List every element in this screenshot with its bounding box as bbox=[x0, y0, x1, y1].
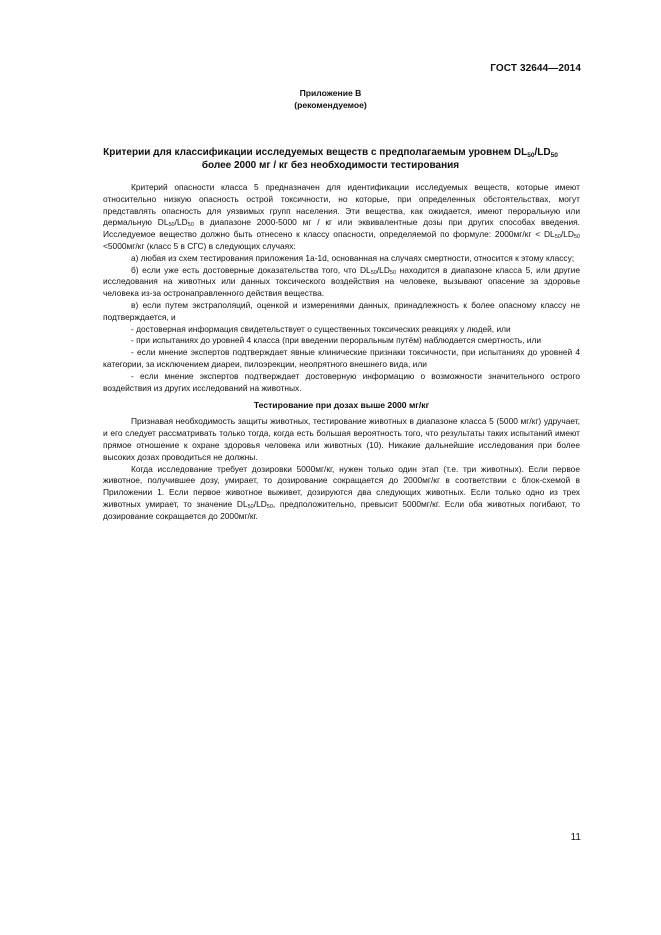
standard-code: ГОСТ 32644—2014 bbox=[490, 63, 581, 74]
body-text bbox=[103, 182, 580, 523]
document-title bbox=[50, 146, 611, 172]
bullet-item: - если мнение экспертов подтверждает явные клинические признаки токсичности, при испытаниях до уровней 4 категории, за исключением диареи, пилоэрекции, неопрятного внешнего вида, или bbox=[103, 347, 580, 369]
list-item-a: а) любая из схем тестирования приложения 1а-1d, основанная на случаях смертности, относится к этому классу; bbox=[131, 252, 575, 263]
appendix-title: Приложение В bbox=[299, 88, 362, 98]
appendix-status: (рекомендуемое) bbox=[294, 100, 367, 110]
section-heading: Тестирование при дозах выше 2000 мг/кг bbox=[253, 400, 430, 411]
list-item-b: б) если уже есть достоверные доказательства того, что $DL_{50}/LD_{50}$ находится в диапазоне класса 5, или другие исследования на животных или данных токсического воздействия на человеке, вызывают опасение за здоровье человека из-за остронаправленного действия вещества. bbox=[103, 264, 580, 299]
section-paragraph-2: Когда исследование требует дозировки 5000мг/кг, нужен только один этап (т.е. три животных). Если первое животное, получившее дозу, умирает, то дозирование сокращается до 2000мг/кг в соответствии с блок-схемой в Приложении 1. Если первое животное выживет, дозируются два следующих животных. Если только одно из трех животных умирает, то значение $DL_{50}/LD_{50}$, предположительно, превысит 5000мг/кг. Если оба животных погибают, то дозирование сокращается до 2000мг/кг. bbox=[103, 463, 580, 521]
section-paragraph-1: Признавая необходимость защиты животных, тестирование животных в диапазоне класса 5 (5000 мг/кг) удручает, и его следует рассматривать только тогда, когда есть большая вероятность того, что результаты таких испытаний имеют прямое отношение к охране здоровья человека или животных (10). Никакие дальнейшие исследования при более высоких дозах проводиться не должны. bbox=[103, 416, 580, 462]
bullet-item: - если мнение экспертов подтверждает достоверную информацию о возможности значительного острого воздействия из других исследований на животных. bbox=[103, 370, 580, 393]
appendix-header bbox=[0, 87, 661, 111]
bullet-item: - при испытаниях до уровней 4 класса (при введении пероральным путём) наблюдается смертность, или bbox=[131, 335, 542, 346]
page-number: 11 bbox=[570, 832, 581, 843]
document-title-line-2: более 2000 мг / кг без необходимости тестирования bbox=[201, 160, 460, 171]
list-item-c: в) если путем экстраполяций, оценкой и измерениями данных, принадлежность к более опасному классу не подтверждается, и bbox=[103, 299, 580, 322]
intro-paragraph: Критерий опасности класса 5 предназначен для идентификации исследуемых веществ, которые имеют относительно низкую опасность острой токсичности, но которые, при определенных обстоятельствах, могут представлять опасность для уязвимых групп населения. Эти вещества, как ожидается, имеют пероральную или дермальную $DL_{50}/LD_{50}$ в диапазоне 2000-5000 мг / кг или эквивалентные дозы при других способах введения. Исследуемое вещество должно быть отнесено к классу опасности, определяемой по формуле: $2000мг/кг < DL_{50}/LD_{50} <5000мг/кг$ (класс 5 в СГС) в следующих случаях: bbox=[103, 182, 580, 251]
bullet-item: - достоверная информация свидетельствует о существенных токсических реакциях у людей, или bbox=[131, 323, 511, 334]
document-title-line-1: Критерии для классификации исследуемых веществ с предполагаемым уровнем $DL_{50}/LD_{50}$ bbox=[103, 147, 558, 159]
